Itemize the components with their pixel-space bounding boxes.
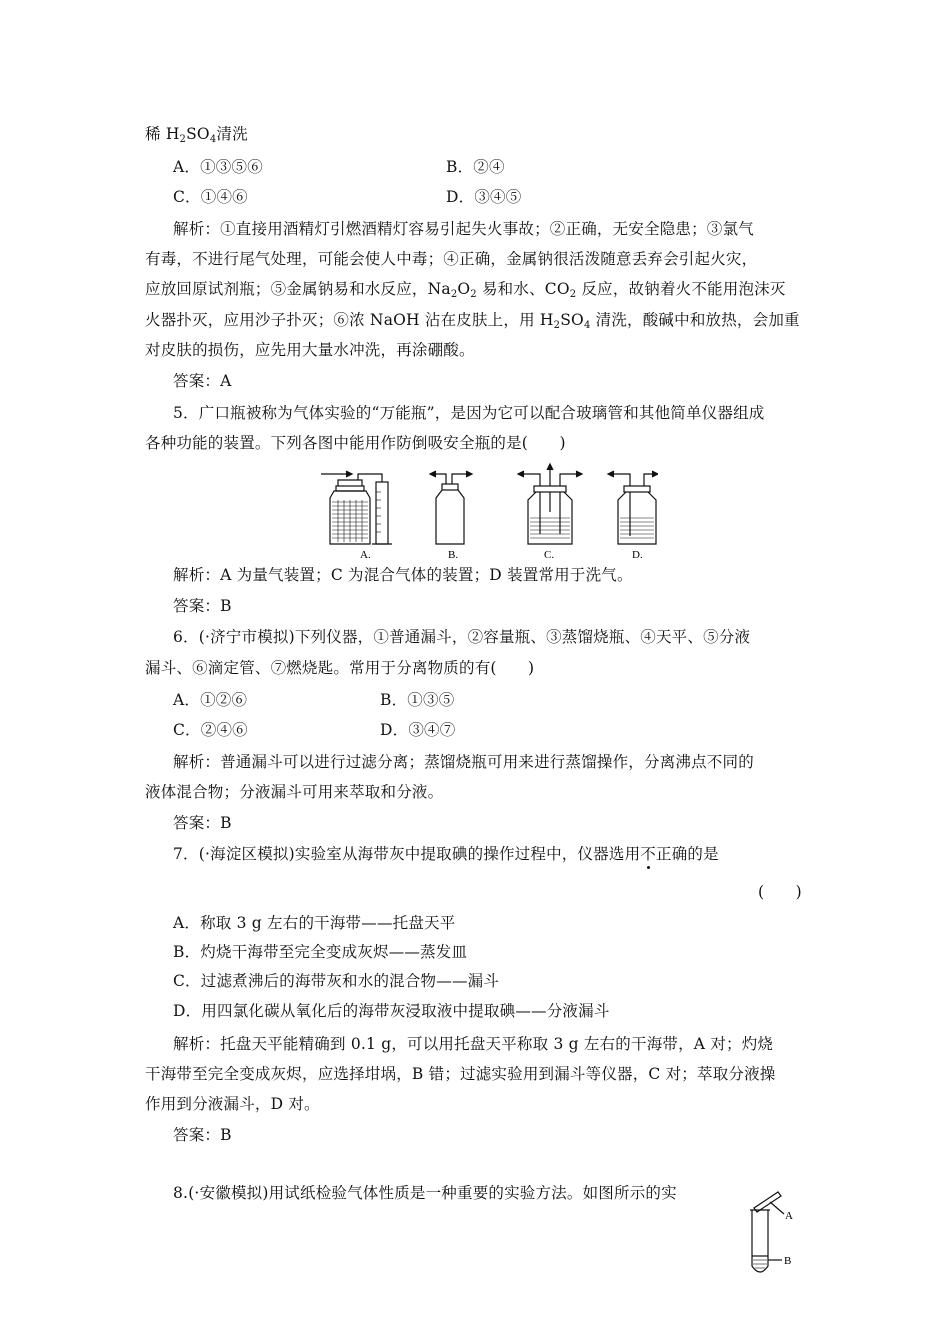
- test-tube-icon: [750, 1192, 784, 1272]
- bottle-c-icon: [518, 464, 582, 544]
- bottle-b-icon: [430, 471, 472, 544]
- q4-analysis-line: 火器扑灭，应用沙子扑灭；⑥浓 NaOH 沾在皮肤上，用 $H_2SO_4$ 清洗，酸碱中和放热，会加重: [145, 311, 800, 331]
- q8-test-tube-figure: [740, 1188, 800, 1280]
- q4-option-a: A．①③⑤⑥: [173, 158, 263, 176]
- figure-label-a: A.: [360, 549, 371, 561]
- q6-answer: 答案：B: [173, 814, 232, 832]
- q7-analysis-line: 作用到分液漏斗，D 对。: [145, 1095, 320, 1113]
- q4-analysis-line: 解析：①直接用酒精灯引燃酒精灯容易引起失火事故；②正确，无安全隐患；③氯气: [173, 220, 754, 238]
- figure-label-a: A: [785, 1210, 793, 1222]
- q5-stem-line: 各种功能的装置。下列各图中能用作防倒吸安全瓶的是( ): [145, 434, 566, 452]
- q8-stem: 8.(·安徽模拟)用试纸检验气体性质是一种重要的实验方法。如图所示的实: [173, 1184, 677, 1202]
- q4-analysis-line: 应放回原试剂瓶；⑤金属钠易和水反应，$Na_2O_2$ 易和水、$CO_2$ 反应，故钠着火不能用泡沫灭: [145, 280, 786, 300]
- q7-answer-bracket: ( ): [758, 883, 802, 901]
- figure-label-d: D.: [632, 549, 643, 561]
- q4-stem-tail: 稀 $H_2SO_4$清洗: [145, 125, 248, 145]
- q5-analysis: 解析：A 为量气装置；C 为混合气体的装置；D 装置常用于洗气。: [173, 566, 633, 584]
- q6-option-c: C．②④⑥: [173, 721, 248, 739]
- bottle-d-icon: [608, 471, 658, 544]
- bottle-a-icon: [321, 471, 392, 544]
- q4-answer: 答案：A: [173, 372, 232, 390]
- q4-analysis-line: 有毒，不进行尾气处理，可能会使人中毒；④正确，金属钠很活泼随意丢弃会引起火灾，: [145, 250, 758, 268]
- q7-option-a: A．称取 3 g 左右的干海带——托盘天平: [173, 914, 456, 932]
- q7-analysis-line: 解析：托盘天平能精确到 0.1 g，可以用托盘天平称取 3 g 左右的干海带，A 对；灼烧: [173, 1035, 774, 1053]
- q5-stem-line: 5．广口瓶被称为气体实验的“万能瓶”，是因为它可以配合玻璃管和其他简单仪器组成: [173, 404, 765, 422]
- q7-option-d: D．用四氯化碳从氧化后的海带灰浸取液中提取碘——分液漏斗: [173, 1002, 610, 1020]
- q7-analysis-line: 干海带至完全变成灰烬，应选择坩埚，B 错；过滤实验用到漏斗等仪器，C 对；萃取分液操: [145, 1065, 776, 1083]
- q6-option-a: A．①②⑥: [173, 691, 248, 709]
- q6-analysis-line: 液体混合物；分液漏斗可用来萃取和分液。: [145, 783, 444, 801]
- q7-option-b: B．灼烧干海带至完全变成灰烬——蒸发皿: [173, 943, 468, 961]
- q4-option-b: B．②④: [446, 158, 505, 176]
- figure-label-b: B.: [448, 549, 459, 561]
- q6-option-d: D．③④⑦: [380, 721, 456, 739]
- q4-option-d: D．③④⑤: [446, 188, 522, 206]
- q4-analysis-line: 对皮肤的损伤，应先用大量水冲洗，再涂硼酸。: [145, 341, 475, 359]
- q7-answer: 答案：B: [173, 1126, 232, 1144]
- q4-option-c: C．①④⑥: [173, 188, 248, 206]
- figure-label-b: B: [784, 1255, 792, 1267]
- q7-option-c: C．过滤煮沸后的海带灰和水的混合物——漏斗: [173, 972, 500, 990]
- q5-answer: 答案：B: [173, 597, 232, 615]
- figure-label-c: C.: [544, 549, 555, 561]
- q5-apparatus-figure: [318, 462, 658, 562]
- q7-stem: 7．(·海淀区模拟)实验室从海带灰中提取碘的操作过程中，仪器选用不正确的是: [173, 845, 719, 863]
- emphasis-dot-char: 不: [640, 845, 656, 863]
- q6-analysis-line: 解析：普通漏斗可以进行过滤分离；蒸馏烧瓶可用来进行蒸馏操作，分离沸点不同的: [173, 753, 754, 771]
- q6-stem-line: 漏斗、⑥滴定管、⑦燃烧匙。常用于分离物质的有( ): [145, 659, 535, 677]
- q6-stem-line: 6．(·济宁市模拟)下列仪器，①普通漏斗，②容量瓶、③蒸馏烧瓶、④天平、⑤分液: [173, 628, 751, 646]
- q6-option-b: B．①③⑤: [380, 691, 455, 709]
